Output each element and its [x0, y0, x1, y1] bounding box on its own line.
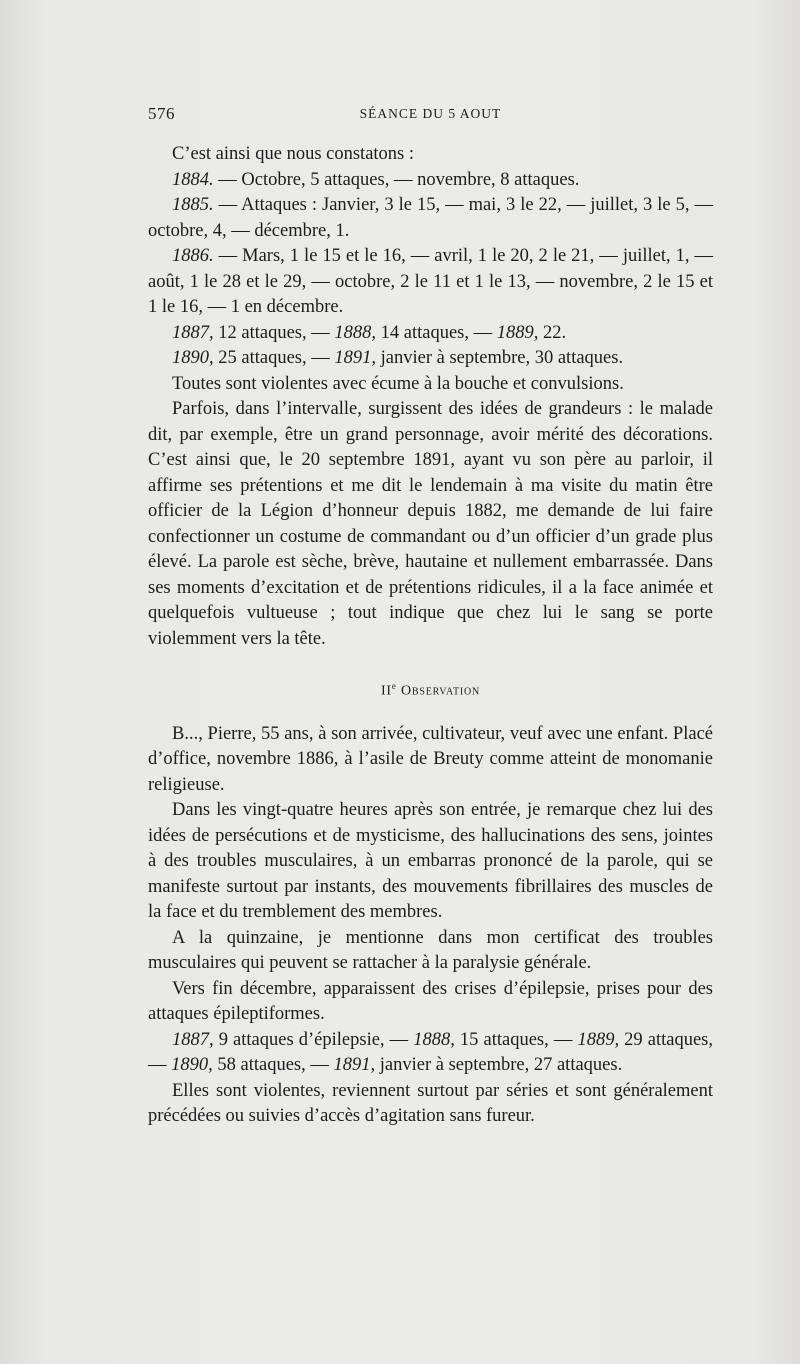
text-1888: 14 attaques, —: [376, 322, 497, 343]
year-1886: 1886.: [172, 246, 214, 266]
year-1889: 1889,: [496, 322, 539, 343]
text-1885: — Attaques : Janvier, 3 le 15, — mai, 3 le 22, — juillet, 3 le 5, — octobre, 4, — décembre, 1.: [148, 195, 713, 241]
paragraph-decembre: Vers fin décembre, apparaissent des crises d’épilepsie, prises pour des attaques épileptiformes.: [148, 978, 713, 1025]
text-1891: janvier à septembre, 30 attaques.: [376, 348, 624, 368]
running-head: [148, 104, 713, 126]
section-numeral: II: [380, 683, 392, 699]
obs-text-1890: 58 attaques, —: [212, 1055, 334, 1076]
text-1884: — Octobre, 5 attaques, — novembre, 8 attaques.: [213, 169, 580, 190]
paragraph-1887-1889: [148, 321, 713, 347]
paragraph-1890-1891: [148, 346, 713, 372]
section-superscript: e: [391, 681, 397, 691]
obs-year-1888: 1888,: [413, 1029, 455, 1050]
paragraph-conclusion: Elles sont violentes, reviennent surtout par séries et sont généralement précédées ou suivies d’accès d’agitation sans fureur.: [148, 1080, 713, 1127]
paragraph-entree: Dans les vingt-quatre heures après son entrée, je remarque chez lui des idées de persécutions et de mysticisme, des hallucinations des sens, jointes à des troubles musculaires, à un embarras prononcé de la parole, qui se manifeste surtout par instants, des mouvements fibrillaires des muscles de la face et du tremblement des membres.: [148, 800, 713, 923]
paragraph-intro: C’est ainsi que nous constatons :: [172, 144, 415, 164]
obs-year-1890: 1890,: [171, 1055, 213, 1076]
paragraph-grandeurs: Parfois, dans l’intervalle, surgissent des idées de grandeurs : le malade dit, par exemple, être un grand personnage, avoir mérité des décorations. C’est ainsi que, le 20 septembre 1891, ayant vu son père au parloir, il affirme ses prétentions et me dit le lendemain à ma visite du matin être officier de la Légion d’honneur depuis 1882, me demande de lui faire confectionner un costume de commandant ou d’un officier d’un grade plus élevé. La parole est sèche, brève, hautaine et nullement embarrassée. Dans ses moments d’excitation et de prétentions ridicules, il a la face animée et quelquefois vultueuse ; tout indique que chez lui le sang se porte violemment vers la tête.: [148, 399, 713, 649]
year-1887: 1887: [172, 322, 209, 343]
year-1884: 1884.: [172, 169, 214, 190]
paragraph-1885: [148, 193, 713, 244]
section-title: Observation: [396, 683, 481, 699]
running-head-title: SÉANCE DU 5 AOUT: [359, 106, 502, 121]
obs-text-1889: 29 attaques, —: [148, 1029, 713, 1076]
paragraph-violentes: Toutes sont violentes avec écume à la bouche et convulsions.: [172, 373, 624, 394]
obs-year-1889: 1889,: [577, 1029, 620, 1050]
body-text: [148, 142, 713, 1130]
text-1887: , 12 attaques, —: [209, 322, 335, 343]
year-1890: 1890,: [172, 348, 214, 368]
year-1891: 1891,: [334, 348, 376, 368]
obs-text-1891: janvier à septembre, 27 attaques.: [375, 1055, 623, 1076]
paragraph-attaques-epilepsie: [148, 1028, 713, 1079]
year-1888: 1888,: [334, 322, 376, 343]
text-1889: 22.: [538, 322, 567, 343]
obs-text-1888: 15 attaques, —: [454, 1029, 578, 1050]
section-heading: [148, 676, 713, 702]
year-1885: 1885.: [172, 195, 214, 215]
obs-year-1891: 1891,: [333, 1055, 376, 1076]
paragraph-patient: B..., Pierre, 55 ans, à son arrivée, cultivateur, veuf avec une enfant. Placé d’office, novembre 1886, à l’asile de Breuty comme atteint de monomanie religieuse.: [148, 723, 713, 795]
obs-year-1887: 1887,: [172, 1029, 214, 1050]
paragraph-1886: [148, 244, 713, 321]
text-1886: — Mars, 1 le 15 et le 16, — avril, 1 le 20, 2 le 21, — juillet, 1, — août, 1 le 28 et le 29, — octobre, 2 le 11 et 1 le 13, — novembre, 2 le 15 et 1 le 16, — 1 en décembre.: [148, 246, 713, 317]
paragraph-1884: [148, 168, 713, 194]
obs-text-1887: 9 attaques d’épilepsie, —: [213, 1029, 414, 1050]
text-1890: 25 attaques, —: [213, 348, 335, 368]
page-number: 576: [148, 104, 175, 123]
paragraph-quinzaine: A la quinzaine, je mentionne dans mon certificat des troubles musculaires qui peuvent se rattacher à la paralysie générale.: [148, 927, 713, 974]
